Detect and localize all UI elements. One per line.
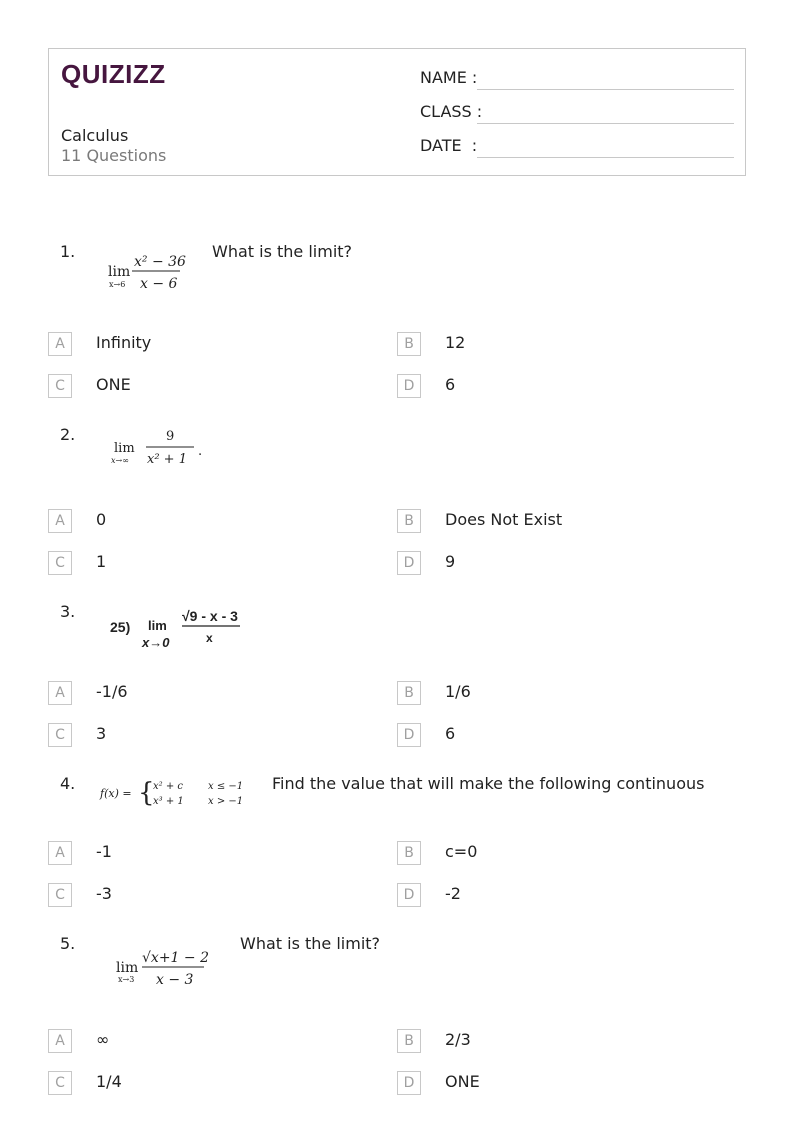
option-letter: B <box>397 841 421 865</box>
option-letter: A <box>48 509 72 533</box>
option-text: 6 <box>445 375 456 394</box>
class-field <box>420 102 734 126</box>
period: . <box>198 444 203 459</box>
question-number: 5. <box>60 934 76 953</box>
date-field <box>420 136 734 160</box>
lim-text: lim <box>116 960 139 976</box>
option-text: -2 <box>445 884 461 903</box>
piece-1: x² + c <box>153 781 183 792</box>
option-text: ONE <box>445 1072 480 1091</box>
option-letter: B <box>397 1029 421 1053</box>
lim-sub: x→3 <box>118 975 135 984</box>
question-text: What is the limit? <box>240 934 381 953</box>
lim-text: lim <box>148 618 167 633</box>
date-line[interactable] <box>477 157 734 158</box>
option-text: ∞ <box>96 1030 110 1049</box>
question-number: 1. <box>60 242 76 261</box>
denominator: x² + 1 <box>147 452 187 467</box>
option-letter: B <box>397 332 421 356</box>
denominator: x <box>206 631 213 645</box>
limit-expression <box>104 246 194 296</box>
numerator: 9 <box>166 429 175 444</box>
question-number: 4. <box>60 774 76 793</box>
option-letter: D <box>397 551 421 575</box>
option-letter: A <box>48 681 72 705</box>
question-text: What is the limit? <box>212 242 353 261</box>
worksheet-header <box>48 48 746 176</box>
option-letter: C <box>48 551 72 575</box>
quizizz-logo: QUIZIZZ <box>61 59 166 89</box>
option-letter: C <box>48 374 72 398</box>
left-brace: { <box>138 778 155 808</box>
option-text: -3 <box>96 884 112 903</box>
option-letter: C <box>48 883 72 907</box>
subject-title: Calculus <box>61 126 129 145</box>
option-text: 9 <box>445 552 456 571</box>
lim-text: lim <box>108 264 131 280</box>
lim-sub: x→∞ <box>111 456 129 465</box>
limit-expression <box>108 606 248 652</box>
lim-sub: x→0 <box>142 635 170 650</box>
option-text: 1 <box>96 552 107 571</box>
option-letter: D <box>397 374 421 398</box>
denominator: x − 3 <box>156 972 194 988</box>
option-text: ONE <box>96 375 131 394</box>
option-text: c=0 <box>445 842 478 861</box>
numerator: √x+1 − 2 <box>142 950 209 966</box>
date-label: DATE : <box>420 136 478 155</box>
name-field <box>420 68 734 92</box>
name-line[interactable] <box>477 89 734 90</box>
limit-expression <box>112 944 212 990</box>
question-number: 2. <box>60 425 76 444</box>
option-text: Infinity <box>96 333 152 352</box>
option-text: Does Not Exist <box>445 510 563 529</box>
option-letter: B <box>397 509 421 533</box>
option-text: -1 <box>96 842 112 861</box>
piecewise-function <box>98 776 258 812</box>
question-text: Find the value that will make the following continuous <box>272 774 705 793</box>
option-text: 6 <box>445 724 456 743</box>
numerator: x² − 36 <box>134 254 186 270</box>
option-letter: D <box>397 883 421 907</box>
lim-text: lim <box>114 441 135 456</box>
question-number: 3. <box>60 602 76 621</box>
question-count: 11 Questions <box>61 146 167 165</box>
option-letter: C <box>48 723 72 747</box>
option-text: 0 <box>96 510 107 529</box>
option-letter: B <box>397 681 421 705</box>
class-line[interactable] <box>477 123 734 124</box>
lim-sub: x→6 <box>109 280 126 289</box>
option-letter: C <box>48 1071 72 1095</box>
option-letter: D <box>397 1071 421 1095</box>
option-letter: A <box>48 332 72 356</box>
problem-label: 25) <box>110 619 131 635</box>
option-text: 3 <box>96 724 107 743</box>
option-text: 1/4 <box>96 1072 122 1091</box>
piece-2: x³ + 1 <box>153 796 184 807</box>
option-letter: A <box>48 1029 72 1053</box>
class-label: CLASS : <box>420 102 483 121</box>
name-label: NAME : <box>420 68 478 87</box>
condition-1: x ≤ −1 <box>208 781 244 792</box>
option-text: -1/6 <box>96 682 128 701</box>
numerator: √9 - x - 3 <box>182 608 238 624</box>
option-text: 12 <box>445 333 466 352</box>
option-letter: D <box>397 723 421 747</box>
condition-2: x > −1 <box>208 796 244 807</box>
function-name: f(x) = <box>100 787 132 800</box>
option-text: 1/6 <box>445 682 471 701</box>
option-letter: A <box>48 841 72 865</box>
limit-expression <box>108 425 218 471</box>
option-text: 2/3 <box>445 1030 471 1049</box>
denominator: x − 6 <box>140 276 178 292</box>
